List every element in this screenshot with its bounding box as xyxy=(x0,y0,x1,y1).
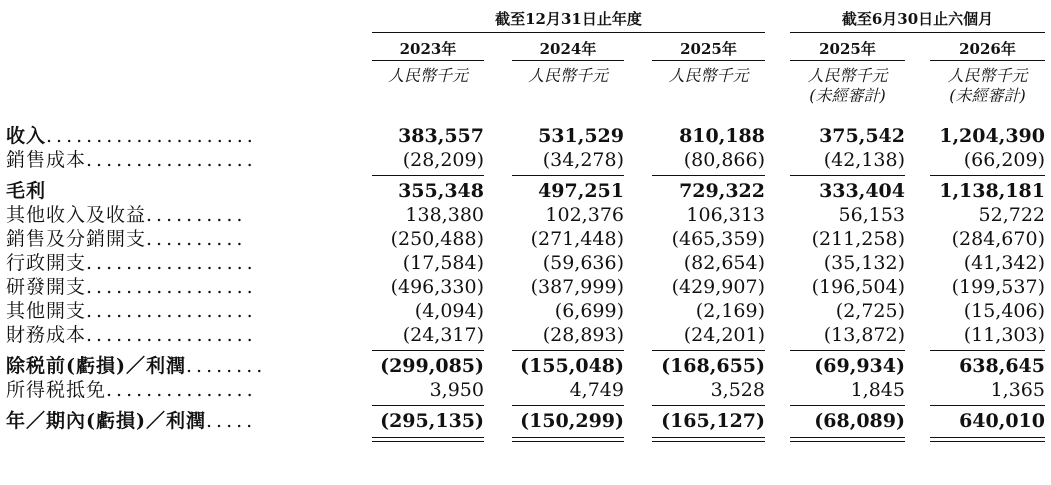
table-cell: (496,330) xyxy=(390,276,484,298)
table-cell: 375,542 xyxy=(819,125,905,147)
row-leader-dots: ..................... xyxy=(46,125,257,147)
table-cell: (41,342) xyxy=(963,252,1045,274)
table-cell: (69,934) xyxy=(814,355,905,377)
row-label xyxy=(6,354,341,378)
row-leader-dots: ................. xyxy=(86,252,257,274)
column-audit-note: (未經審計) xyxy=(949,86,1026,105)
subtotal-rule xyxy=(790,350,905,351)
table-cell: (6,699) xyxy=(554,300,624,322)
table-cell: (211,258) xyxy=(811,228,905,250)
table-cell: (199,537) xyxy=(951,276,1045,298)
row-label xyxy=(6,179,341,203)
row-label xyxy=(6,148,341,172)
row-label-text: 銷售及分銷開支 xyxy=(6,228,147,250)
group-header-interim-rule xyxy=(790,32,1045,33)
row-label-text: 行政開支 xyxy=(6,252,87,274)
row-label xyxy=(6,409,341,433)
table-cell: (196,504) xyxy=(811,276,905,298)
subtotal-rule xyxy=(372,350,484,351)
table-cell: (387,999) xyxy=(530,276,624,298)
row-label xyxy=(6,203,341,227)
table-cell: (284,670) xyxy=(951,228,1045,250)
table-row xyxy=(0,378,1051,402)
group-header-annual-rule xyxy=(372,32,765,33)
subtotal-rule xyxy=(652,175,765,176)
table-cell: (2,725) xyxy=(835,300,905,322)
table-cell: 729,322 xyxy=(679,180,765,202)
column-unit-3 xyxy=(652,66,765,86)
table-cell: 4,749 xyxy=(569,379,624,401)
row-label-text: 毛利 xyxy=(6,180,47,202)
row-label-text: 財務成本 xyxy=(6,324,87,346)
table-cell: 52,722 xyxy=(978,204,1045,226)
total-rule xyxy=(652,405,765,406)
table-row xyxy=(0,227,1051,251)
table-row xyxy=(0,148,1051,172)
column-unit-1 xyxy=(372,66,484,86)
table-row xyxy=(0,179,1051,203)
table-cell: 56,153 xyxy=(838,204,905,226)
row-label xyxy=(6,251,341,275)
column-unit-2 xyxy=(512,66,624,86)
column-unit-label: 人民幣千元 xyxy=(527,66,608,85)
double-underline-rule xyxy=(790,437,905,438)
row-leader-dots: ..... xyxy=(205,410,257,432)
table-cell: (66,209) xyxy=(963,149,1045,171)
table-row xyxy=(0,299,1051,323)
column-unit-label: 人民幣千元 xyxy=(947,66,1028,85)
double-underline-rule xyxy=(512,441,624,442)
subtotal-rule xyxy=(372,175,484,176)
table-cell: (155,048) xyxy=(520,355,624,377)
row-label-text: 除税前(虧損)／利潤 xyxy=(6,355,186,377)
row-label-text: 其他開支 xyxy=(6,300,87,322)
table-cell: 1,204,390 xyxy=(939,125,1045,147)
total-rule xyxy=(930,405,1045,406)
column-unit-5 xyxy=(930,66,1045,106)
table-cell: 333,404 xyxy=(819,180,905,202)
total-rule xyxy=(512,405,624,406)
row-leader-dots: ............... xyxy=(106,379,257,401)
table-cell: (68,089) xyxy=(814,410,905,432)
column-year-4: 2025年 xyxy=(819,40,876,58)
table-row xyxy=(0,203,1051,227)
row-leader-dots: .......... xyxy=(146,204,247,226)
double-underline-rule xyxy=(930,441,1045,442)
table-cell: (11,303) xyxy=(963,324,1045,346)
table-cell: (429,907) xyxy=(671,276,765,298)
double-underline-rule xyxy=(930,437,1045,438)
column-year-1: 2023年 xyxy=(399,40,457,58)
column-unit-label: 人民幣千元 xyxy=(387,66,468,85)
row-label xyxy=(6,378,341,402)
row-label-text: 收入 xyxy=(6,125,47,147)
table-cell: 1,138,181 xyxy=(939,180,1045,202)
column-year-rule-5 xyxy=(930,60,1045,61)
column-year-rule-2 xyxy=(512,60,624,61)
column-audit-note: (未經審計) xyxy=(809,86,886,105)
group-header-annual: 截至12月31日止年度 xyxy=(495,10,642,28)
row-label xyxy=(6,275,341,299)
table-cell: (15,406) xyxy=(963,300,1045,322)
subtotal-rule xyxy=(790,175,905,176)
table-row xyxy=(0,275,1051,299)
table-cell: (271,448) xyxy=(530,228,624,250)
row-leader-dots: ................. xyxy=(86,276,257,298)
double-underline-rule xyxy=(652,437,765,438)
column-year-3: 2025年 xyxy=(680,40,737,58)
row-label-text: 研發開支 xyxy=(6,276,87,298)
total-rule xyxy=(790,405,905,406)
table-row xyxy=(0,354,1051,378)
table-cell: (82,654) xyxy=(683,252,765,274)
table-cell: 640,010 xyxy=(959,410,1045,432)
row-label xyxy=(6,227,341,251)
table-cell: 531,529 xyxy=(538,125,624,147)
row-leader-dots: .......... xyxy=(146,228,247,250)
table-cell: (168,655) xyxy=(661,355,765,377)
table-cell: (34,278) xyxy=(542,149,624,171)
table-cell: 810,188 xyxy=(679,125,765,147)
table-cell: (4,094) xyxy=(414,300,484,322)
table-cell: (165,127) xyxy=(661,410,765,432)
table-cell: (80,866) xyxy=(683,149,765,171)
table-cell: (465,359) xyxy=(671,228,765,250)
row-label-text: 銷售成本 xyxy=(6,149,87,171)
row-leader-dots: ........ xyxy=(185,355,267,377)
group-header-interim: 截至6月30日止六個月 xyxy=(841,10,994,28)
table-cell: 1,365 xyxy=(990,379,1045,401)
table-cell: (295,135) xyxy=(380,410,484,432)
double-underline-rule xyxy=(790,441,905,442)
table-cell: (299,085) xyxy=(380,355,484,377)
column-unit-label: 人民幣千元 xyxy=(668,66,749,85)
table-cell: (250,488) xyxy=(390,228,484,250)
subtotal-rule xyxy=(930,175,1045,176)
table-cell: (2,169) xyxy=(695,300,765,322)
row-label-text: 其他收入及收益 xyxy=(6,204,147,226)
row-leader-dots: ................. xyxy=(86,300,257,322)
column-year-5: 2026年 xyxy=(959,40,1016,58)
table-cell: 3,950 xyxy=(429,379,484,401)
column-year-rule-1 xyxy=(372,60,484,61)
table-cell: 3,528 xyxy=(710,379,765,401)
table-cell: 106,313 xyxy=(686,204,765,226)
table-cell: (24,201) xyxy=(683,324,765,346)
row-leader-dots: ................. xyxy=(86,149,257,171)
subtotal-rule xyxy=(930,350,1045,351)
table-cell: (13,872) xyxy=(823,324,905,346)
table-row xyxy=(0,323,1051,347)
table-cell: 102,376 xyxy=(545,204,624,226)
column-year-2: 2024年 xyxy=(539,40,597,58)
table-cell: (42,138) xyxy=(823,149,905,171)
table-cell: 138,380 xyxy=(405,204,484,226)
double-underline-rule xyxy=(512,437,624,438)
table-cell: (59,636) xyxy=(542,252,624,274)
row-label xyxy=(6,124,341,148)
total-rule xyxy=(372,405,484,406)
table-cell: 497,251 xyxy=(538,180,624,202)
table-cell: 638,645 xyxy=(959,355,1045,377)
row-label-text: 年／期內(虧損)／利潤 xyxy=(6,410,206,432)
table-row xyxy=(0,251,1051,275)
table-row xyxy=(0,124,1051,148)
double-underline-rule xyxy=(372,437,484,438)
table-cell: (28,209) xyxy=(402,149,484,171)
double-underline-rule xyxy=(652,441,765,442)
table-cell: (24,317) xyxy=(402,324,484,346)
row-label xyxy=(6,323,341,347)
subtotal-rule xyxy=(652,350,765,351)
row-label-text: 所得税抵免 xyxy=(6,379,107,401)
column-year-rule-4 xyxy=(790,60,905,61)
subtotal-rule xyxy=(512,350,624,351)
double-underline-rule xyxy=(372,441,484,442)
table-cell: (150,299) xyxy=(520,410,624,432)
table-cell: (35,132) xyxy=(823,252,905,274)
row-label xyxy=(6,299,341,323)
subtotal-rule xyxy=(512,175,624,176)
column-year-rule-3 xyxy=(652,60,765,61)
table-cell: (28,893) xyxy=(542,324,624,346)
column-unit-4 xyxy=(790,66,905,106)
row-leader-dots: ................. xyxy=(86,324,257,346)
table-cell: 355,348 xyxy=(398,180,484,202)
table-cell: (17,584) xyxy=(402,252,484,274)
table-cell: 383,557 xyxy=(398,125,484,147)
table-cell: 1,845 xyxy=(850,379,905,401)
column-unit-label: 人民幣千元 xyxy=(807,66,888,85)
table-row xyxy=(0,409,1051,433)
